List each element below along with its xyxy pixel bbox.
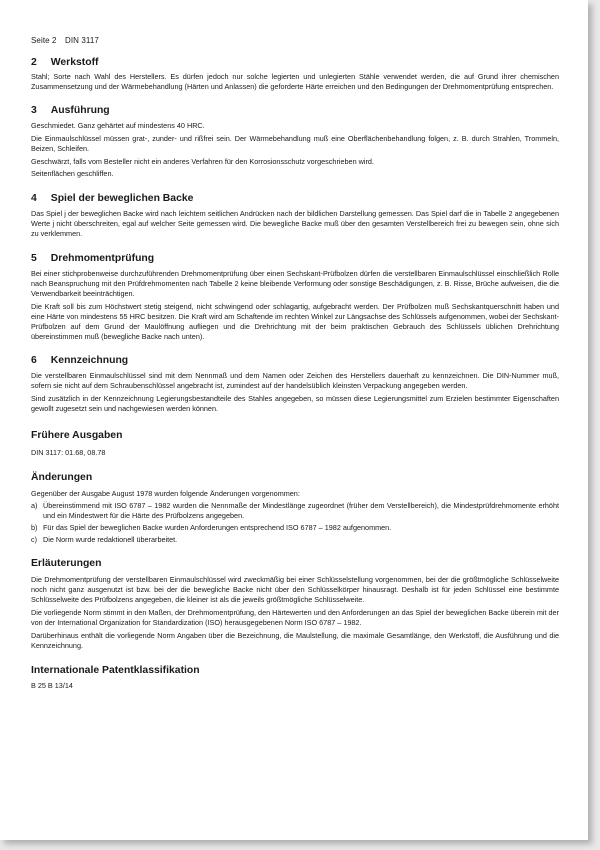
standard-number: DIN 3117 [64, 36, 99, 45]
section-heading [31, 193, 559, 205]
aenderungen-intro: Gegenüber der Ausgabe August 1978 wurden folgende Änderungen vorgenommen: [31, 488, 300, 498]
page-number: Seite 2 [31, 36, 57, 45]
list-text: Übereinstimmend mit ISO 6787 – 1982 wurden die Nennmaße der Mindestlänge zugeordnet (früher dem Verstellbereich), die Mindestprüfdrehmomente erhöht und ein Mindestwert für die Härte des Prüfbolzens angegeben. [43, 500, 559, 520]
section-heading [31, 355, 559, 367]
section-title: Ausführung [50, 104, 110, 116]
list-item [31, 501, 559, 521]
section-number: 2 [31, 57, 37, 68]
section-number: 3 [31, 104, 37, 116]
section-heading [31, 105, 559, 117]
patent-heading: Internationale Patentklassifikation [31, 664, 200, 676]
patent-text: B 25 B 13/14 [31, 680, 73, 690]
aenderungen-list [31, 501, 559, 545]
list-item [31, 535, 559, 545]
section-heading [31, 253, 559, 265]
section-heading [31, 57, 559, 69]
paragraph: Die vorliegende Norm stimmt in den Maßen, der Drehmomentprüfung, den Härtewerten und den Anforderungen an das Spiel der beweglichen Backe überein mit der von der International Organization for Standardization (ISO) herausgegebenen Norm ISO 6787 – 1982. [31, 608, 559, 628]
paragraph: Die Kraft soll bis zum Höchstwert stetig steigend, nicht schwingend oder schlagartig, aufgebracht werden. Der Prüfbolzen muß Sechskantquerschnitt haben und eine Härte von mindestens 55 HRC besitzen. Die Kraft wird am Schaftende im rechten Winkel zur Längsachse des Schlüssels aufgenommen, wobei der Sechskant-Prüfbolzen auf dem Grund der Maulöffnung aufliegen und die Drehrichtung mit der beim praktischen Gebrauch des Schlüssels üblichen Drehrichtung übereinstimmen muß (bewegliche Backe nach unten). [31, 301, 559, 341]
section-title: Werkstoff [50, 57, 99, 68]
fruehere-ausgaben-text: DIN 3117: 01.68, 08.78 [31, 448, 106, 458]
section-title: Kennzeichnung [50, 355, 129, 367]
list-item [31, 523, 559, 533]
list-marker: c) [31, 534, 38, 544]
section-number: 4 [31, 193, 37, 205]
section-title: Spiel der beweglichen Backe [50, 193, 194, 205]
section-number: 5 [31, 253, 37, 265]
section-title: Drehmomentprüfung [50, 253, 155, 265]
list-marker: a) [31, 500, 38, 510]
list-marker: b) [31, 522, 38, 532]
paragraph: Geschwärzt, falls vom Besteller nicht ein anderes Verfahren für den Korrosionsschutz vorgeschrieben wird. [31, 156, 374, 166]
list-text: Die Norm wurde redaktionell überarbeitet. [43, 534, 178, 544]
section-number: 6 [31, 355, 37, 367]
paragraph: Die Drehmomentprüfung der verstellbaren Einmaulschlüssel wird zweckmäßig bei einer Schlüsselstellung vorgenommen, bei der die größtmögliche Schlüsselweite noch nicht ganz ausgenutzt ist bzw. bei der die bewegliche Backe nicht über den Schlüsselkörper hinausragt. Deshalb ist für jeden Schlüssel eine bestimmte Schlüsselweite des Prüfbolzens angegeben, die kleiner ist als die jeweils größtmögliche Schlüsselweite. [31, 575, 559, 605]
paragraph: Seitenflächen geschliffen. [31, 169, 114, 179]
paragraph: Die verstellbaren Einmaulschlüssel sind mit dem Nennmaß und dem Namen oder Zeichen des Herstellers dauerhaft zu kennzeichnen. Die DIN-Nummer muß, sofern sie nicht auf dem Schraubenschlüssel angebracht ist, zumindest auf der handelsüblich kleinsten Verpackung angegeben werden. [31, 371, 559, 391]
paragraph: Geschmiedet. Ganz gehärtet auf mindestens 40 HRC. [31, 120, 205, 130]
paragraph: Darüberhinaus enthält die vorliegende Norm Angaben über die Bezeichnung, die Maulstellung, die maximale Gesamtlänge, den Werkstoff, die Ausführung und die Kennzeichnung. [31, 631, 559, 650]
paragraph: Bei einer stichprobenweise durchzuführenden Drehmomentprüfung über einen Sechskant-Prüfbolzen dürfen die verstellbaren Einmaulschlüssel einschließlich Rolle nach Beanspruchung mit den Prüfdrehmomenten nach Tabelle 2 keine bleibende Verformung oder sonstige Beschädigungen, z. B. Risse, Brüche aufweisen, die die Verwendbarkeit beeinträchtigen. [31, 269, 559, 298]
paragraph: Stahl; Sorte nach Wahl des Herstellers. Es dürfen jedoch nur solche legierten und unlegierten Stähle verwendet werden, die auf Grund ihrer chemischen Zusammensetzung und der Wärmebehandlung (Härten und Anlassen) die geforderte Härte erreichen und den Bedingungen der Drehmomentprüfung entsprechen. [31, 72, 559, 91]
fruehere-ausgaben-heading: Frühere Ausgaben [31, 430, 123, 442]
paragraph: Sind zusätzlich in der Kennzeichnung Legierungsbestandteile des Stahles angegeben, so müssen diese Legierungsmittel zum Erzielen bestimmter Eigenschaften gewollt zugesetzt sein und nachgewiesen werden können. [31, 394, 559, 414]
list-text: Für das Spiel der beweglichen Backe wurden Anforderungen entsprechend ISO 6787 – 1982 aufgenommen. [43, 522, 392, 532]
page-content [31, 37, 559, 691]
paragraph: Die Einmaulschlüssel müssen grat-, zunder- und rißfrei sein. Der Wärmebehandlung muß eine Oberflächenbehandlung folgen, z. B. durch Strahlen, Trommeln, Beizen, Schleifen. [31, 133, 559, 153]
erlaeuterungen-heading: Erläuterungen [31, 558, 102, 570]
aenderungen-heading: Änderungen [31, 471, 93, 483]
paragraph: Das Spiel j der beweglichen Backe wird nach leichtem seitlichen Andrücken nach der bildlichen Darstellung gemessen. Das Spiel darf die in Tabelle 2 angegebenen Werte j nicht überschreiten, egal auf welcher Seite gemessen wird. Die bewegliche Backe muß über den gesamten Verstellbereich frei zu bewegen sein, ohne sich zu verklemmen. [31, 209, 559, 239]
